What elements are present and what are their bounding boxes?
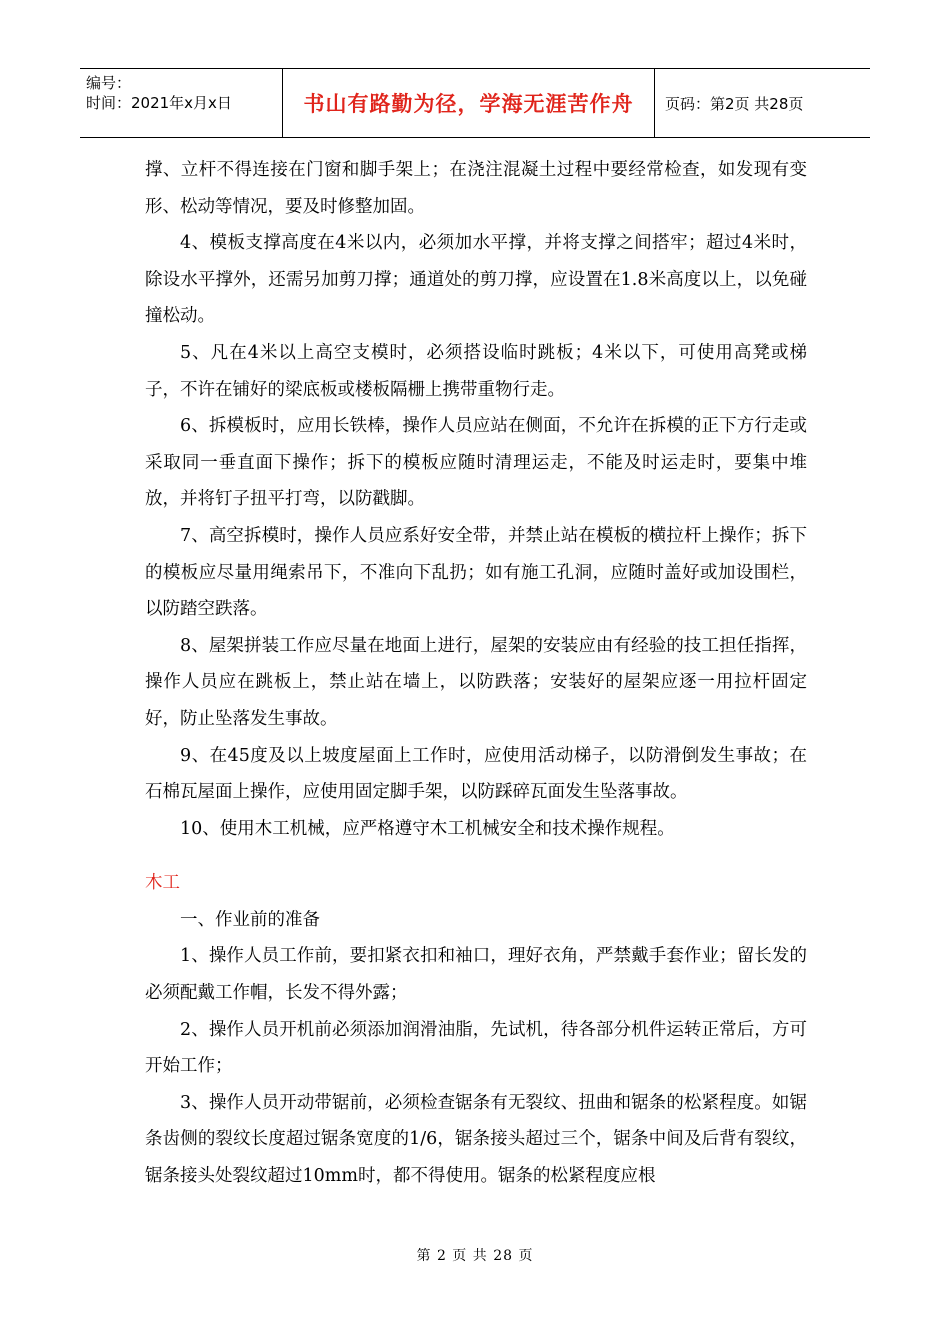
paragraph: 7、高空拆模时，操作人员应系好安全带，并禁止站在模板的横拉杆上操作；拆下的模板应尽量用绳索吊下，不准向下乱扔；如有施工孔洞，应随时盖好或加设围栏，以防踏空跌落。 [145, 525, 807, 620]
header-motto-cell [283, 69, 655, 137]
document-time-label: 时间：2021年x月x日 [86, 94, 232, 112]
page-footer: 第 2 页 共 28 页 [416, 1248, 534, 1264]
section-title: 木工 [145, 873, 180, 894]
paragraph: 8、屋架拼装工作应尽量在地面上进行，屋架的安装应由有经验的技工担任指挥，操作人员应在跳板上，禁止站在墙上，以防跌落；安装好的屋架应逐一用拉杆固定好，防止坠落发生事故。 [145, 635, 807, 729]
header-meta [80, 69, 283, 137]
paragraph: 5、凡在4米以上高空支模时，必须搭设临时跳板；4米以下，可使用高凳或梯子，不许在铺好的梁底板或楼板隔栅上携带重物行走。 [145, 342, 807, 400]
header-page-info [655, 69, 870, 137]
section-subtitle: 一、作业前的准备 [180, 909, 320, 930]
paragraph: 9、在45度及以上坡度屋面上工作时，应使用活动梯子，以防滑倒发生事故；在石棉瓦屋面上操作，应使用固定脚手架，以防踩碎瓦面发生坠落事故。 [145, 745, 807, 803]
paragraph: 4、模板支撑高度在4米以内，必须加水平撑，并将支撑之间搭牢；超过4米时，除设水平撑外，还需另加剪刀撑；通道处的剪刀撑，应设置在1.8米高度以上，以免碰撞松动。 [145, 233, 807, 327]
document-number-label: 编号： [86, 74, 132, 92]
paragraph: 1、操作人员工作前，要扣紧衣扣和袖口，理好衣角，严禁戴手套作业；留长发的必须配戴工作帽，长发不得外露； [145, 946, 807, 1004]
document-body [145, 152, 807, 1195]
header-motto: 书山有路勤为径，学海无涯苦作舟 [303, 92, 634, 116]
header-page-number: 页码：第2页 共28页 [665, 94, 804, 113]
paragraph: 6、拆模板时，应用长铁棒，操作人员应站在侧面，不允许在拆模的正下方行走或采取同一垂直面下操作；拆下的模板应随时清理运走，不能及时运走时，要集中堆放，并将钉子扭平打弯，以防戳脚。 [145, 416, 807, 510]
paragraph: 10、使用木工机械，应严格遵守木工机械安全和技术操作规程。 [180, 818, 675, 839]
page-header [80, 68, 870, 138]
paragraph: 撑、立杆不得连接在门窗和脚手架上；在浇注混凝土过程中要经常检查，如发现有变形、松动等情况，要及时修整加固。 [145, 160, 807, 217]
paragraph: 3、操作人员开动带锯前，必须检查锯条有无裂纹、扭曲和锯条的松紧程度。如锯条齿侧的裂纹长度超过锯条宽度的1/6，锯条接头超过三个，锯条中间及后背有裂纹，锯条接头处裂纹超过10mm时，都不得使用。锯条的松紧程度应根 [145, 1092, 807, 1187]
paragraph: 2、操作人员开机前必须添加润滑油脂，先试机，待各部分机件运转正常后，方可开始工作； [145, 1019, 807, 1077]
